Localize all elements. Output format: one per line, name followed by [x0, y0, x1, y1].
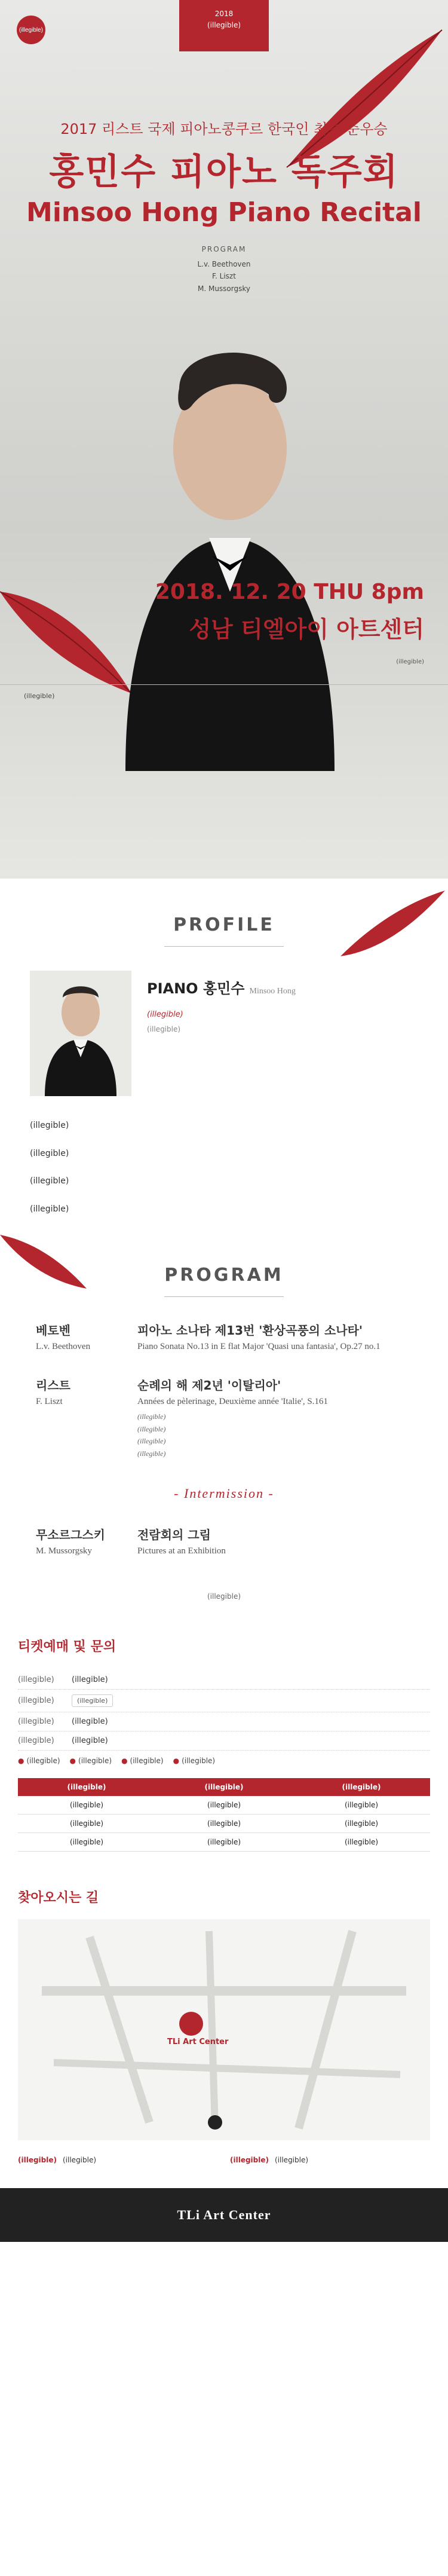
social-link[interactable]: ● (illegible) — [18, 1757, 60, 1765]
subway-label: (illegible) — [230, 2155, 269, 2164]
program-work — [137, 1525, 226, 1556]
table-row — [18, 1796, 430, 1815]
profile-name-english: Minsoo Hong — [249, 987, 296, 996]
profile-photo — [30, 971, 131, 1096]
program-work — [137, 1321, 381, 1352]
work-movements — [137, 1411, 328, 1460]
movement: (illegible) — [137, 1412, 166, 1421]
table-cell: (illegible) — [18, 1796, 155, 1815]
program-work — [137, 1376, 328, 1460]
profile-name-korean: PIANO 홍민수 — [147, 980, 245, 997]
intermission-label: - Intermission - — [174, 1485, 274, 1501]
map-roads — [18, 1919, 430, 2140]
transport-info — [18, 2156, 430, 2164]
composer-english: M. Mussorgsky — [36, 1546, 92, 1556]
hero-title-korean: 홍민수 피아노 독주회 — [49, 151, 399, 193]
map-heading: 찾아오시는 길 — [18, 1890, 99, 1905]
divider — [164, 946, 284, 947]
concert-date: 2018. 12. 20 THU 8pm — [155, 580, 424, 604]
venue-marker-label: TLi Art Center — [167, 2037, 229, 2046]
info-label: (illegible) — [18, 1696, 54, 1705]
work-english: Années de pèlerinage, Deuxième année 'Italie', S.161 — [137, 1397, 329, 1407]
program-composer — [36, 1321, 137, 1352]
work-korean: 피아노 소나타 제13번 '환상곡풍의 소나타' — [137, 1323, 363, 1338]
hero-program-label: PROGRAM — [201, 245, 247, 253]
map-section — [0, 1887, 448, 2164]
profile-quote: (illegible) — [147, 1010, 183, 1019]
info-value: (illegible) — [72, 1717, 108, 1726]
booking-partner-chip[interactable]: (illegible) — [72, 1694, 113, 1707]
social-link[interactable]: ● (illegible) — [121, 1757, 164, 1765]
profile-photo-figure — [39, 977, 122, 1096]
table-cell: (illegible) — [155, 1814, 293, 1832]
subway-station-icon — [208, 2115, 222, 2130]
bus-info — [18, 2156, 218, 2164]
social-link[interactable]: ● (illegible) — [173, 1757, 216, 1765]
social-link[interactable]: ● (illegible) — [70, 1757, 112, 1765]
bio-paragraph: (illegible) — [30, 1204, 69, 1214]
info-value: (illegible) — [72, 1675, 108, 1684]
table-header: (illegible) — [18, 1778, 155, 1796]
info-label: (illegible) — [18, 1736, 54, 1745]
movement: (illegible) — [137, 1424, 166, 1433]
footer-brand: TLi Art Center — [177, 2207, 271, 2222]
profile-quote-source: (illegible) — [147, 1025, 181, 1034]
program-item — [36, 1525, 412, 1556]
program-section — [0, 1229, 448, 1601]
bus-text: (illegible) — [63, 2155, 97, 2164]
table-row — [18, 1832, 430, 1851]
leaf-decoration-program — [0, 1229, 90, 1295]
table-cell: (illegible) — [293, 1796, 430, 1815]
program-composer — [36, 1376, 137, 1460]
composer-korean: 베토벤 — [36, 1323, 70, 1338]
table-header: (illegible) — [155, 1778, 293, 1796]
program-note: (illegible) — [207, 1592, 241, 1601]
series-badge — [179, 0, 269, 51]
table-header: (illegible) — [293, 1778, 430, 1796]
profile-section — [0, 879, 448, 1217]
program-heading-text: PROGRAM — [164, 1265, 284, 1286]
bus-label: (illegible) — [18, 2155, 57, 2164]
hero-program-line: L.v. Beethoven — [197, 260, 251, 268]
ticket-section — [0, 1636, 448, 1852]
series-badge-title: (illegible) — [207, 21, 241, 30]
bio-paragraph: (illegible) — [30, 1148, 69, 1158]
subway-text: (illegible) — [275, 2155, 309, 2164]
program-item — [36, 1321, 412, 1352]
table-header-row — [18, 1778, 430, 1796]
info-value — [72, 1694, 430, 1707]
profile-text — [147, 971, 296, 1096]
hero-ticket-info: (illegible) — [0, 684, 448, 720]
bio-paragraph: (illegible) — [30, 1121, 69, 1130]
table-cell: (illegible) — [18, 1814, 155, 1832]
concert-venue: 성남 티엘아이 아트센터 — [189, 616, 424, 643]
profile-heading-text: PROFILE — [173, 914, 275, 935]
hero-program-line: F. Liszt — [212, 272, 236, 281]
footer — [0, 2188, 448, 2242]
location-map[interactable] — [18, 1919, 430, 2140]
ticket-heading: 티켓예매 및 문의 — [18, 1639, 116, 1654]
series-badge-year: 2018 — [214, 10, 234, 18]
composer-english: F. Liszt — [36, 1397, 63, 1407]
movement: (illegible) — [137, 1449, 166, 1458]
hero-credits: (illegible) — [396, 659, 424, 665]
profile-name — [147, 977, 296, 998]
work-english: Pictures at an Exhibition — [137, 1546, 226, 1556]
info-row — [18, 1712, 430, 1731]
info-label: (illegible) — [18, 1717, 54, 1726]
profile-biography — [30, 1118, 418, 1217]
social-links — [18, 1757, 430, 1765]
info-row — [18, 1671, 430, 1690]
work-korean: 전람회의 그림 — [137, 1527, 211, 1542]
table-cell: (illegible) — [293, 1832, 430, 1851]
hero-title-english: Minsoo Hong Piano Recital — [26, 197, 422, 228]
ticket-info-list — [18, 1671, 430, 1765]
info-row — [18, 1731, 430, 1751]
profile-card — [30, 971, 418, 1096]
composer-korean: 무소르그스키 — [36, 1527, 105, 1542]
movement: (illegible) — [137, 1437, 166, 1446]
divider — [164, 1296, 284, 1297]
discount-table — [18, 1778, 430, 1852]
work-korean: 순례의 해 제2년 '이탈리아' — [137, 1378, 281, 1393]
composer-korean: 리스트 — [36, 1378, 70, 1393]
hero-subtitle: 2017 리스트 국제 피아노콩쿠르 한국인 최초 준우승 — [60, 121, 388, 137]
info-value[interactable]: (illegible) — [72, 1736, 108, 1745]
info-label: (illegible) — [18, 1675, 54, 1684]
table-row — [18, 1814, 430, 1832]
table-cell: (illegible) — [293, 1814, 430, 1832]
hero-poster — [0, 0, 448, 879]
organizer-logo: (illegible) — [17, 16, 45, 44]
program-item — [36, 1376, 412, 1460]
work-english: Piano Sonata No.13 in E flat Major 'Quasi una fantasia', Op.27 no.1 — [137, 1342, 381, 1352]
table-cell: (illegible) — [155, 1796, 293, 1815]
bio-paragraph: (illegible) — [30, 1176, 69, 1186]
table-cell: (illegible) — [18, 1832, 155, 1851]
venue-marker-dot — [179, 2012, 203, 2036]
composer-english: L.v. Beethoven — [36, 1342, 91, 1352]
hero-program-line: M. Mussorgsky — [197, 284, 250, 293]
table-cell: (illegible) — [155, 1832, 293, 1851]
program-composer — [36, 1525, 137, 1556]
leaf-decoration-profile — [335, 885, 448, 962]
info-row — [18, 1690, 430, 1712]
subway-info — [230, 2156, 430, 2164]
